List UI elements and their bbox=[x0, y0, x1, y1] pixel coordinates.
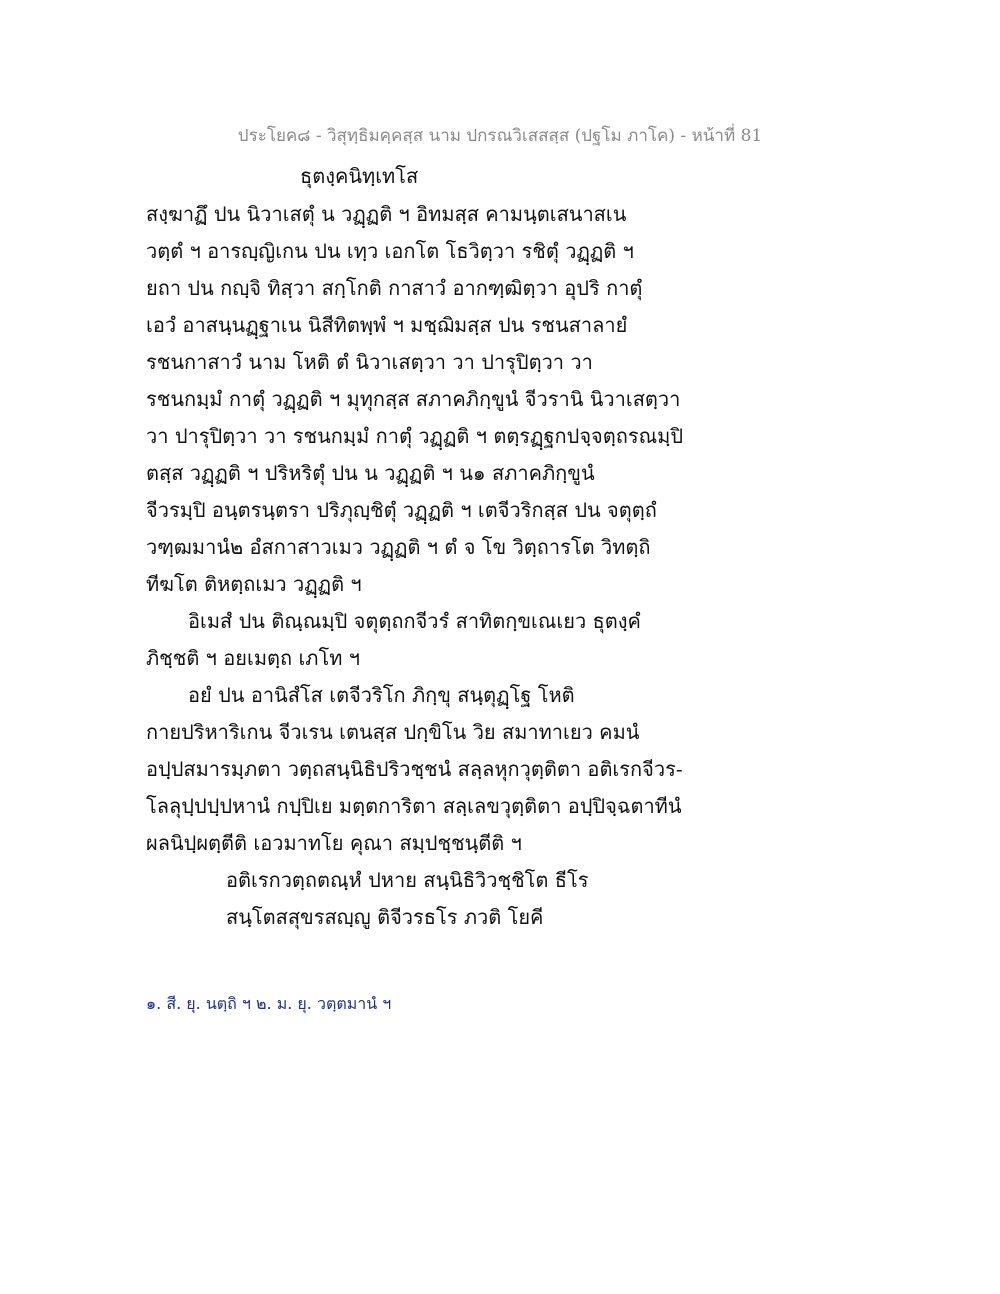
text-line: วฑฺฒมานํ๒ อํสกาสาวเมว วฏฺฏติ ฯ ตํ จ โข วิตฺถารโต วิทตฺถิ bbox=[146, 535, 651, 559]
paragraph-line: ผลนิปฺผตฺตีติ เอวมาทโย คุณา สมฺปชฺชนฺตีติ ฯ bbox=[146, 831, 522, 855]
verse-line: สนฺโตสสุขรสญฺญู ติจีวรธโร ภวติ โยคี bbox=[226, 905, 544, 929]
text-line: วา ปารุปิตฺวา วา รชนกมฺมํ กาตุํ วฏฺฏติ ฯ ตตฺรฏฺฐกปจฺจตฺถรณมฺปิ bbox=[146, 424, 684, 448]
footnote: ๑. สี. ยุ. นตฺถิ ฯ ๒. ม. ยุ. วตฺตมานํ ฯ bbox=[146, 994, 392, 1013]
verse-line: อติเรกวตฺถตณฺหํ ปหาย สนฺนิธิวิวชฺชิโต ธีโร bbox=[226, 868, 589, 892]
text-line: จีวรมฺปิ อนฺตรนฺตรา ปริภุญฺชิตุํ วฏฺฏติ ฯ เตจีวริกสฺส ปน จตุตฺถํ bbox=[146, 498, 657, 522]
paragraph-line: อปฺปสมารมฺภตา วตฺถสนฺนิธิปริวชฺชนํ สลฺลหุกวุตฺติตา อติเรกจีวร- bbox=[146, 757, 683, 781]
text-line: วตฺตํ ฯ อารญฺญิเกน ปน เทฺว เอกโต โธวิตฺวา รชิตุํ วฏฺฏติ ฯ bbox=[146, 239, 634, 263]
text-line: รชนกมฺมํ กาตุํ วฏฺฏติ ฯ มุทุกสฺส สภาคภิกฺขูนํ จีวรานิ นิวาเสตฺวา bbox=[146, 387, 681, 411]
text-line: ตสฺส วฏฺฏติ ฯ ปริหริตุํ ปน น วฏฺฏติ ฯ น๑ สภาคภิกฺขูนํ bbox=[146, 461, 595, 485]
paragraph-line: อยํ ปน อานิสํโส เตจีวริโก ภิกฺขุ สนฺตุฏฺโฐ โหติ bbox=[188, 683, 575, 707]
paragraph-line: ภิชฺชติ ฯ อยเมตฺถ เภโท ฯ bbox=[146, 646, 361, 670]
section-title: ธุตงฺคนิทฺเทโส bbox=[300, 164, 419, 188]
paragraph-line: โลลุปฺปปฺปหานํ กปฺปิเย มตฺตการิตา สลฺเลขวุตฺติตา อปฺปิจฺฉตาทีนํ bbox=[146, 794, 682, 818]
text-line: ทีฆโต ติหตฺถเมว วฏฺฏติ ฯ bbox=[146, 572, 362, 596]
text-line: เอวํ อาสนฺนฏฺฐาเน นิสีทิตพฺพํ ฯ มชฺฌิมสฺส ปน รชนสาลายํ bbox=[146, 313, 628, 337]
text-line: ยถา ปน กญฺจิ ทิสฺวา สกฺโกติ กาสาวํ อากฑฺฒิตฺวา อุปริ กาตุํ bbox=[146, 276, 643, 300]
text-line: สงฺฆาฏึ ปน นิวาเสตุํ น วฏฺฏติ ฯ อิทมสฺส คามนฺตเสนาสเน bbox=[146, 202, 627, 226]
page-header: ประโยค๘ - วิสุทฺธิมคฺคสฺส นาม ปกรณวิเสสสฺส (ปฐโม ภาโค) - หน้าที่ 81 bbox=[237, 126, 763, 146]
body-text bbox=[146, 196, 706, 936]
text-line: รชนกาสาวํ นาม โหติ ตํ นิวาเสตฺวา วา ปารุปิตฺวา วา bbox=[146, 350, 593, 374]
paragraph-line: กายปริหาริเกน จีวเรน เตนสฺส ปกฺขิโน วิย สมาทาเยว คมนํ bbox=[146, 720, 640, 744]
paragraph-line: อิเมสํ ปน ติณฺณมฺปิ จตุตฺถกจีวรํ สาทิตกฺขเณเยว ธุตงฺคํ bbox=[188, 609, 641, 633]
